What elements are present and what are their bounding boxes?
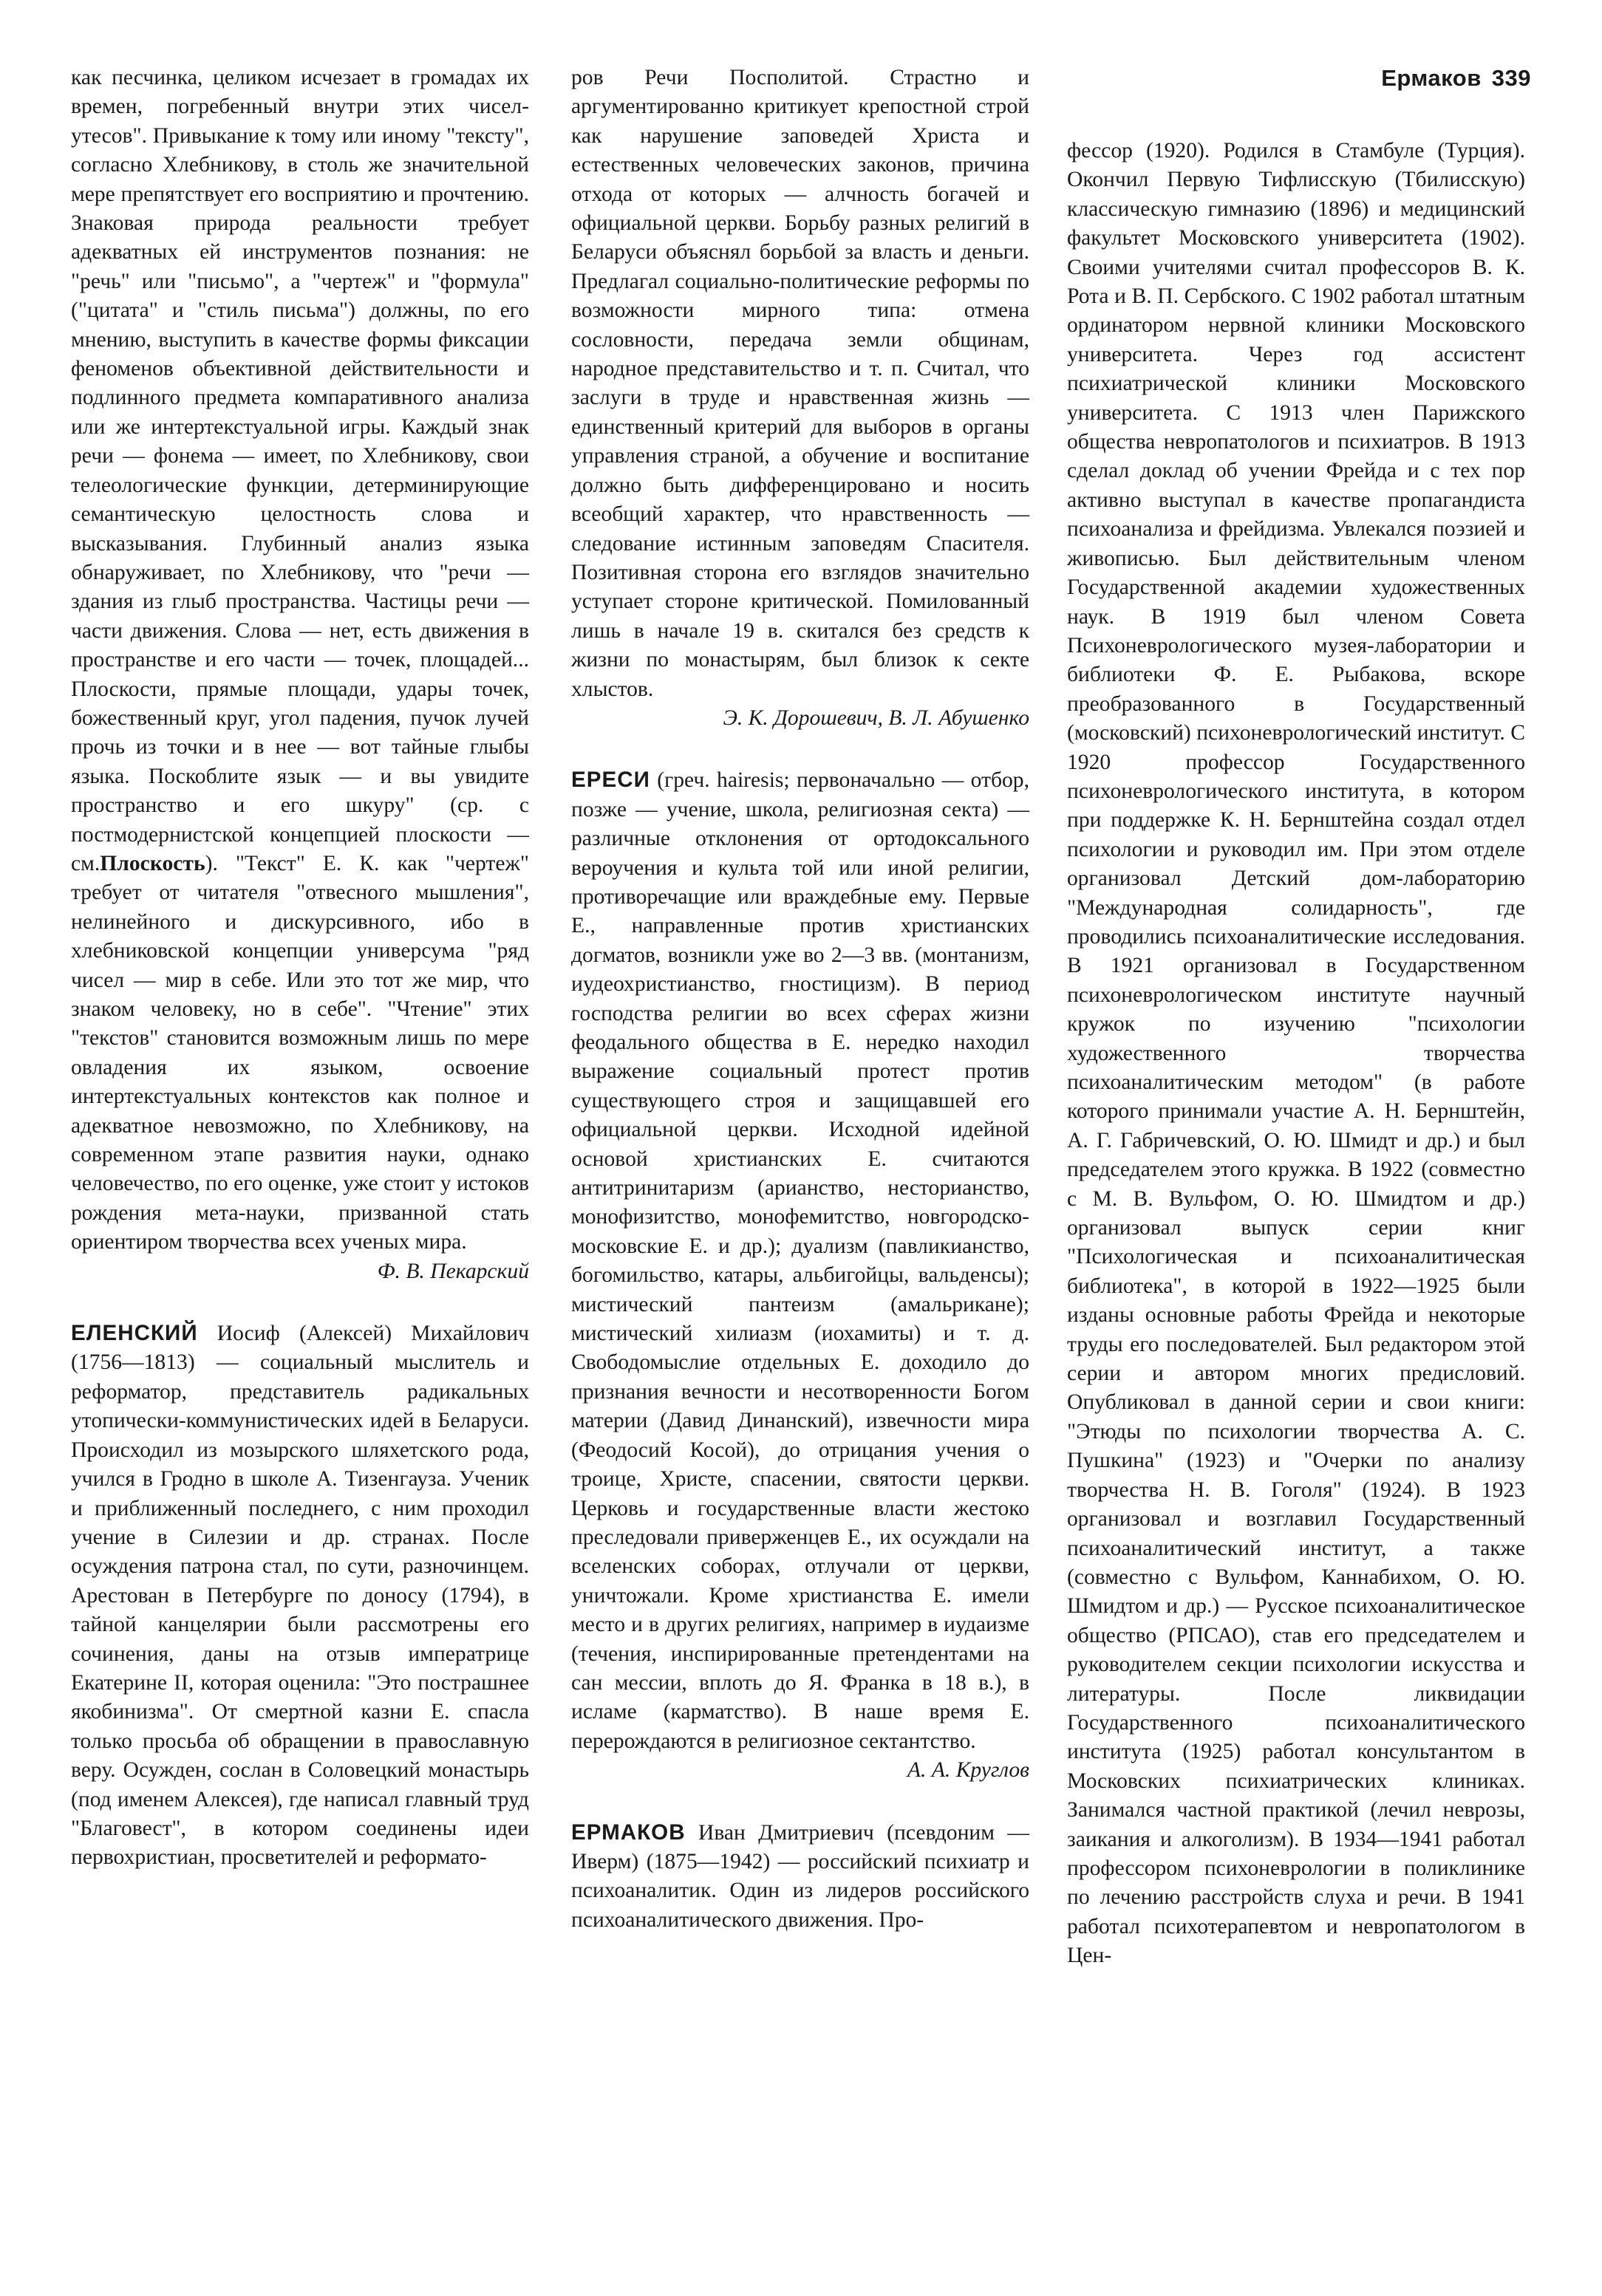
- article-text: [71, 64, 529, 1257]
- article-author: А. А. Круглов: [907, 1758, 1029, 1783]
- entry-headword: ЕРЕСИ: [571, 768, 650, 793]
- page-number: 339: [1491, 65, 1531, 91]
- page-header: [1381, 65, 1531, 92]
- entry-text: Иван Дмитриевич (псевдоним — Иверм) (1875—1942) — российский психиатр и психоаналитик. Один из лидеров российского психоаналитического движения. Про-: [571, 1820, 1029, 1932]
- article-author: Ф. В. Пекарский: [377, 1259, 529, 1283]
- article-text: фессор (1920). Родился в Стамбуле (Турция). Окончил Первую Тифлисскую (Тбилисскую) классическую гимназию (1896) и медицинский факультет Московского университета (1902). Своими учителями считал профессоров В. К. Рота и В. П. Сербского. С 1902 работал штатным ординатором нервной клиники Московского университета. Через год ассистент психиатрической клиники Московского университета. С 1913 член Парижского общества невропатологов и психиатров. В 1913 сделал доклад об учении Фрейда и с тех пор активно выступал в качестве пропагандиста психоанализа и фрейдизма. Увлекался поэзией и живописью. Был действительным членом Государственной академии художественных наук. В 1919 был членом Совета Психоневрологического музея-лаборатории и библиотеки Ф. Е. Рыбакова, вскоре преобразованного в Государственный (московский) психоневрологический институт. С 1920 профессор Государственного психоневрологического института, в котором при поддержке К. Н. Бернштейна создал отдел психологии и руководил им. При этом отделе организовал Детский дом-лабораторию "Международная солидарность", где проводились психоаналитические исследования. В 1921 организовал в Государственном психоневрологическом институте научный кружок по изучению "психологии художественного творчества психоаналитическим методом" (в работе которого принимали участие А. Н. Бернштейн, А. Г. Габричевский, О. Ю. Шмидт и др.) и был председателем этого кружка. В 1922 (совместно с М. В. Вульфом, О. Ю. Шмидтом и др.) организовал выпуск серии книг "Психологическая и психоаналитическая библиотека", в которой в 1922—1925 были изданы основные работы Фрейда и некоторые труды его последователей. Был редактором этой серии и автором многих предисловий. Опубликовал в данной серии и свои книги: "Этюды по психологии творчества А. С. Пушкина" (1923) и "Очерки по анализу творчества Н. В. Гоголя" (1924). В 1923 организовал и возглавил Государственный психоаналитический институт, а также (совместно с Вульфом, Каннабихом, О. Ю. Шмидтом и др.) — Русское психоаналитическое общество (РПСАО), став его председателем и руководителем секции психологии искусства и литературы. После ликвидации Государственного психоаналитического института (1925) работал консультантом в Московских психиатрических клиниках. Занимался частной практикой (лечил неврозы, заикания и алкоголизм). В 1934—1941 работал профессором психоневрологии в поликлинике по лечению расстройств слуха и речи. В 1941 работал психотерапевтом и невропатологом в Цен-: [1067, 139, 1525, 1968]
- article-entry: [571, 1818, 1029, 1935]
- cross-reference: Плоскость: [100, 851, 205, 875]
- paragraph-text: как песчинка, целиком исчезает в громадах их времен, погребенный внутри этих чисел-утесов". Привыкание к тому или иному "тексту", согласно Хлебникову, в столь же значительной мере препятствует его восприятию и прочтению. Знаковая природа реальности требует адекватных ей инструментов познания: не "речь" или "письмо", а "чертеж" и "формула" ("цитата" и "стиль письма") должны, по его мнению, выступить в качестве формы фиксации феноменов объективной действительности и подлинного предмета компаративного анализа или же интертекстуальной игры. Каждый знак речи — фонема — имеет, по Хлебникову, свои телеологические функции, детерминирующие семантическую целостность слова и высказывания. Глубинный анализ языка обнаруживает, по Хлебникову, что "речи — здания из глыб пространства. Частицы речи — части движения. Слова — нет, есть движения в пространстве и его части — точек, площадей... Плоскости, прямые площади, удары точек, божественный круг, угол падения, пучок лучей прочь из точки и в нее — вот тайные глыбы языка. Поскоблите язык — и вы увидите пространство и его шкуру" (ср. с постмодернистской концепцией плоскости — см.: [71, 66, 529, 875]
- article-author: Э. К. Дорошевич, В. Л. Абушенко: [723, 705, 1029, 730]
- column-middle: [571, 64, 1029, 1935]
- article-entry: [571, 765, 1029, 1756]
- column-right: [1067, 137, 1525, 1971]
- entry-text: Иосиф (Алексей) Михайлович (1756—1813) — социальный мыслитель и реформатор, представитель радикальных утопически-коммунистических идей в Беларуси. Происходил из мозырского шляхетского рода, учился в Гродно в школе А. Тизенгауза. Ученик и приближенный последнего, с ним проходил учение в Силезии и др. странах. После осуждения патрона стал, по сути, разночинцем. Арестован в Петербурге по доносу (1794), в тайной канцелярии были рассмотрены его сочинения, даны на отзыв императрице Екатерине II, которая оценила: "Это пострашнее якобинизма". От смертной казни Е. спасла только просьба об обращении в православную веру. Осужден, сослан в Соловецкий монастырь (под именем Алексея), где написал главный труд "Благовест", в котором соединены идеи первохристиан, просветителей и реформато-: [71, 1322, 529, 1870]
- entry-text: (греч. hairesis; первоначально — отбор, позже — учение, школа, религиозная секта) — различные отклонения от ортодоксального вероучения и культа той или иной религии, противоречащие или враждебные ему. Первые Е., направленные против христианских догматов, возникли уже во 2—3 вв. (монтанизм, иудеохристианство, гностицизм). В период господства религии во всех сферах жизни феодального общества в Е. нередко находил выражение социальный протест против существующего строя и защищавшей его официальной церкви. Исходной идейной основой христианских Е. считаются антитринитаризм (арианство, несторианство, монофизитство, монофемитство, новгородско-московские Е. и др.); дуализм (павликианство, богомильство, катары, альбигойцы, вальденсы); мистический пантеизм (амальрикане); мистический хилиазм (иохамиты) и т. д. Свободомыслие отдельных Е. доходило до признания вечности и несотворенности Богом материи (Давид Динанский), извечности мира (Феодосий Косой), до отрицания учения о троице, Христе, спасении, святости церкви. Церковь и государственные власти жестоко преследовали приверженцев Е., их осуждали на вселенских соборах, отлучали от церкви, уничтожали. Кроме христианства Е. имели место и в других религиях, например в иудаизме (течения, инспирированные претендентами на сан мессии, вплоть до Я. Франка в 18 в.), в исламе (карматство). В наше время Е. перерождаются в религиозное сектантство.: [571, 768, 1029, 1753]
- article-entry: [71, 1319, 529, 1873]
- running-head: Ермаков: [1381, 65, 1482, 91]
- column-left: [71, 64, 529, 1873]
- paragraph-text: ). "Текст" Е. К. как "чертеж" требует от читателя "отвесного мышления", нелинейного и дискурсивного, ибо в хлебниковской концепции универсума "ряд чисел — мир в себе. Или это тот же мир, что знаком человеку, но в себе". "Чтение" этих "текстов" становится возможным лишь по мере овладения их языком, освоение интертекстуальных контекстов как полное и адекватное невозможно, по Хлебникову, на современном этапе развития науки, однако человечество, по его оценке, уже стоит у истоков рождения мета-науки, призванной стать ориентиром творчества всех ученых мира.: [71, 851, 529, 1254]
- entry-headword: ЕЛЕНСКИЙ: [71, 1321, 198, 1346]
- entry-headword: ЕРМАКОВ: [571, 1820, 686, 1845]
- article-text: ров Речи Посполитой. Страстно и аргументированно критикует крепостной строй как нарушение заповедей Христа и естественных человеческих законов, причина отхода от которых — алчность богачей и официальной церкви. Борьбу разных религий в Беларуси объяснял борьбой за власть и деньги. Предлагал социально-политические реформы по возможности мирного типа: отмена сословности, передача земли общинам, народное представительство и т. п. Считал, что заслуги в труде и нравственная жизнь — единственный критерий для выборов в органы управления страной, а обучение и воспитание должно быть дифференцировано и носить всеобщий характер, что нравственность — следование истинным заповедям Спасителя. Позитивная сторона его взглядов значительно уступает стороне критической. Помилованный лишь в начале 19 в. скитался без средств к жизни по монастырям, был близок к секте хлыстов.: [571, 66, 1029, 701]
